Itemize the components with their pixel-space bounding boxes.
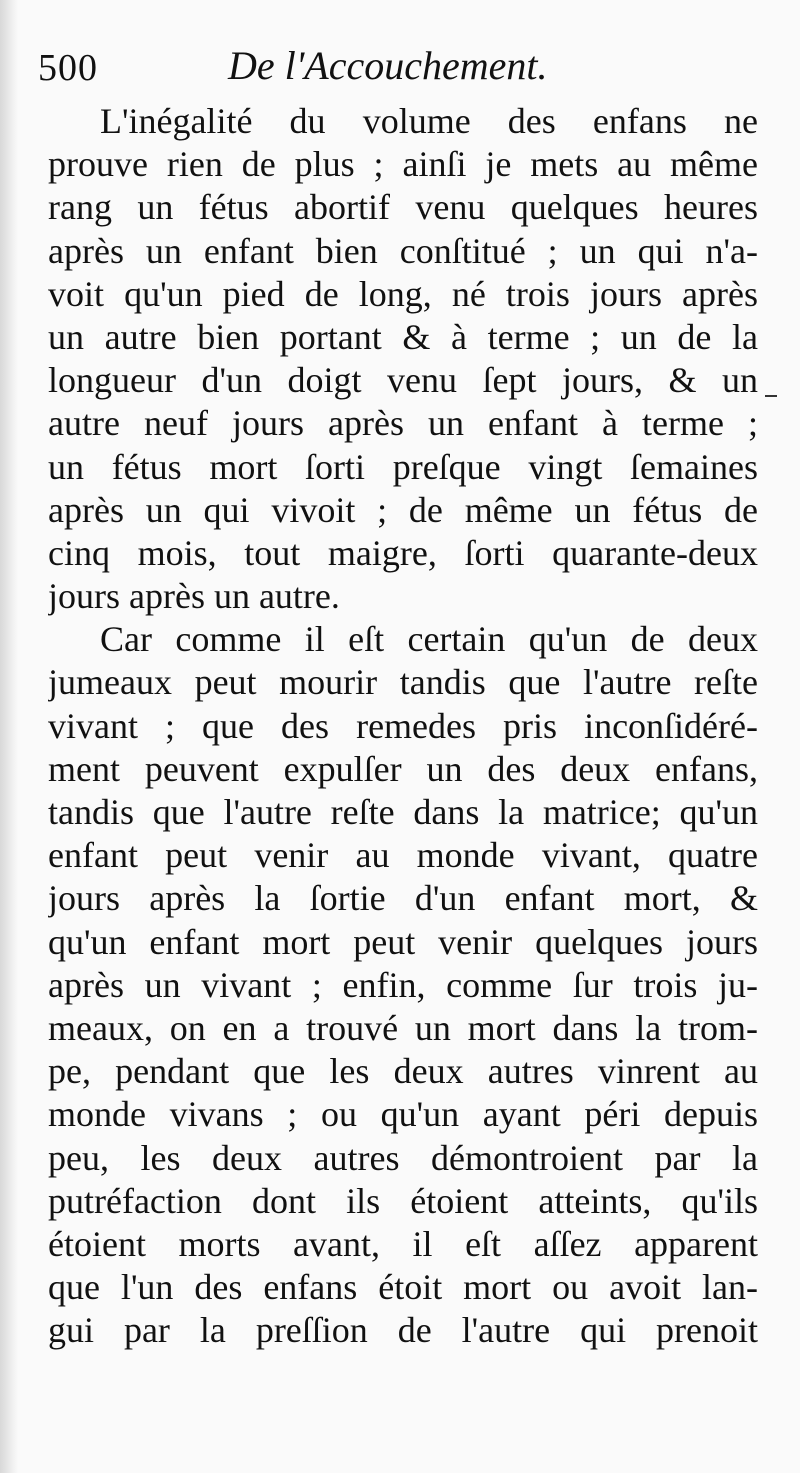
text-line: tandis que l'autre reſte dans la matrice; qu'un — [48, 792, 758, 832]
text-line: autre neuf jours après un enfant à terme ; — [48, 403, 758, 444]
text-line: voit qu'un pied de long, né trois jours après — [48, 273, 758, 314]
text-line: peu, les deux autres démontroient par la — [48, 1137, 758, 1178]
text-line: un fétus mort ſorti preſque vingt ſemaines — [48, 446, 758, 487]
text-line: vivant ; que des remedes pris inconſidéré- — [48, 705, 758, 746]
text-line: après un qui vivoit ; de même un fétus de — [48, 489, 758, 530]
text-line: jumeaux peut mourir tandis que l'autre reſte — [48, 662, 758, 703]
paragraph-2 — [48, 618, 758, 1352]
running-head: De l'Accouchement. — [228, 43, 548, 88]
text-line: jours après un autre. — [48, 576, 340, 617]
text-line: pe, pendant que les deux autres vinrent au — [48, 1051, 758, 1092]
page-gutter-shadow — [0, 0, 18, 1473]
text-line: ment peuvent expulſer un des deux enfans, — [48, 748, 758, 789]
text-line: prouve rien de plus ; ainſi je mets au même — [48, 144, 758, 185]
paragraph-1 — [48, 100, 758, 618]
text-line: L'inégalité du volume des enfans ne — [100, 101, 758, 141]
text-line: après un enfant bien conſtitué ; un qui n'a- — [48, 230, 758, 271]
body-text — [48, 100, 758, 1352]
text-line: qu'un enfant mort peut venir quelques jours — [48, 921, 758, 962]
text-line: enfant peut venir au monde vivant, quatre — [48, 835, 758, 876]
text-line: gui par la preſſion de l'autre qui prenoit — [48, 1310, 758, 1351]
text-line: putréfaction dont ils étoient atteints, qu'ils — [48, 1180, 758, 1221]
text-line: jours après la ſortie d'un enfant mort, & — [48, 878, 758, 919]
page-number: 500 — [38, 47, 98, 89]
text-line: un autre bien portant & à terme ; un de la — [48, 316, 758, 357]
text-line: étoient morts avant, il eſt aſſez apparent — [48, 1223, 758, 1264]
text-line: cinq mois, tout maigre, ſorti quarante-deux — [48, 532, 758, 573]
page-header — [38, 38, 768, 94]
text-line: rang un fétus abortif venu quelques heures — [48, 187, 758, 228]
text-line: que l'un des enfans étoit mort ou avoit lan- — [48, 1267, 758, 1308]
text-line: monde vivans ; ou qu'un ayant péri depuis — [48, 1094, 758, 1135]
text-line: longueur d'un doigt venu ſept jours, & un — [48, 360, 758, 401]
text-line: meaux, on en a trouvé un mort dans la trom- — [48, 1007, 758, 1048]
text-line: Car comme il eſt certain qu'un de deux — [100, 619, 758, 660]
text-line: après un vivant ; enfin, comme ſur trois ju- — [48, 964, 758, 1005]
margin-mark — [765, 395, 777, 397]
